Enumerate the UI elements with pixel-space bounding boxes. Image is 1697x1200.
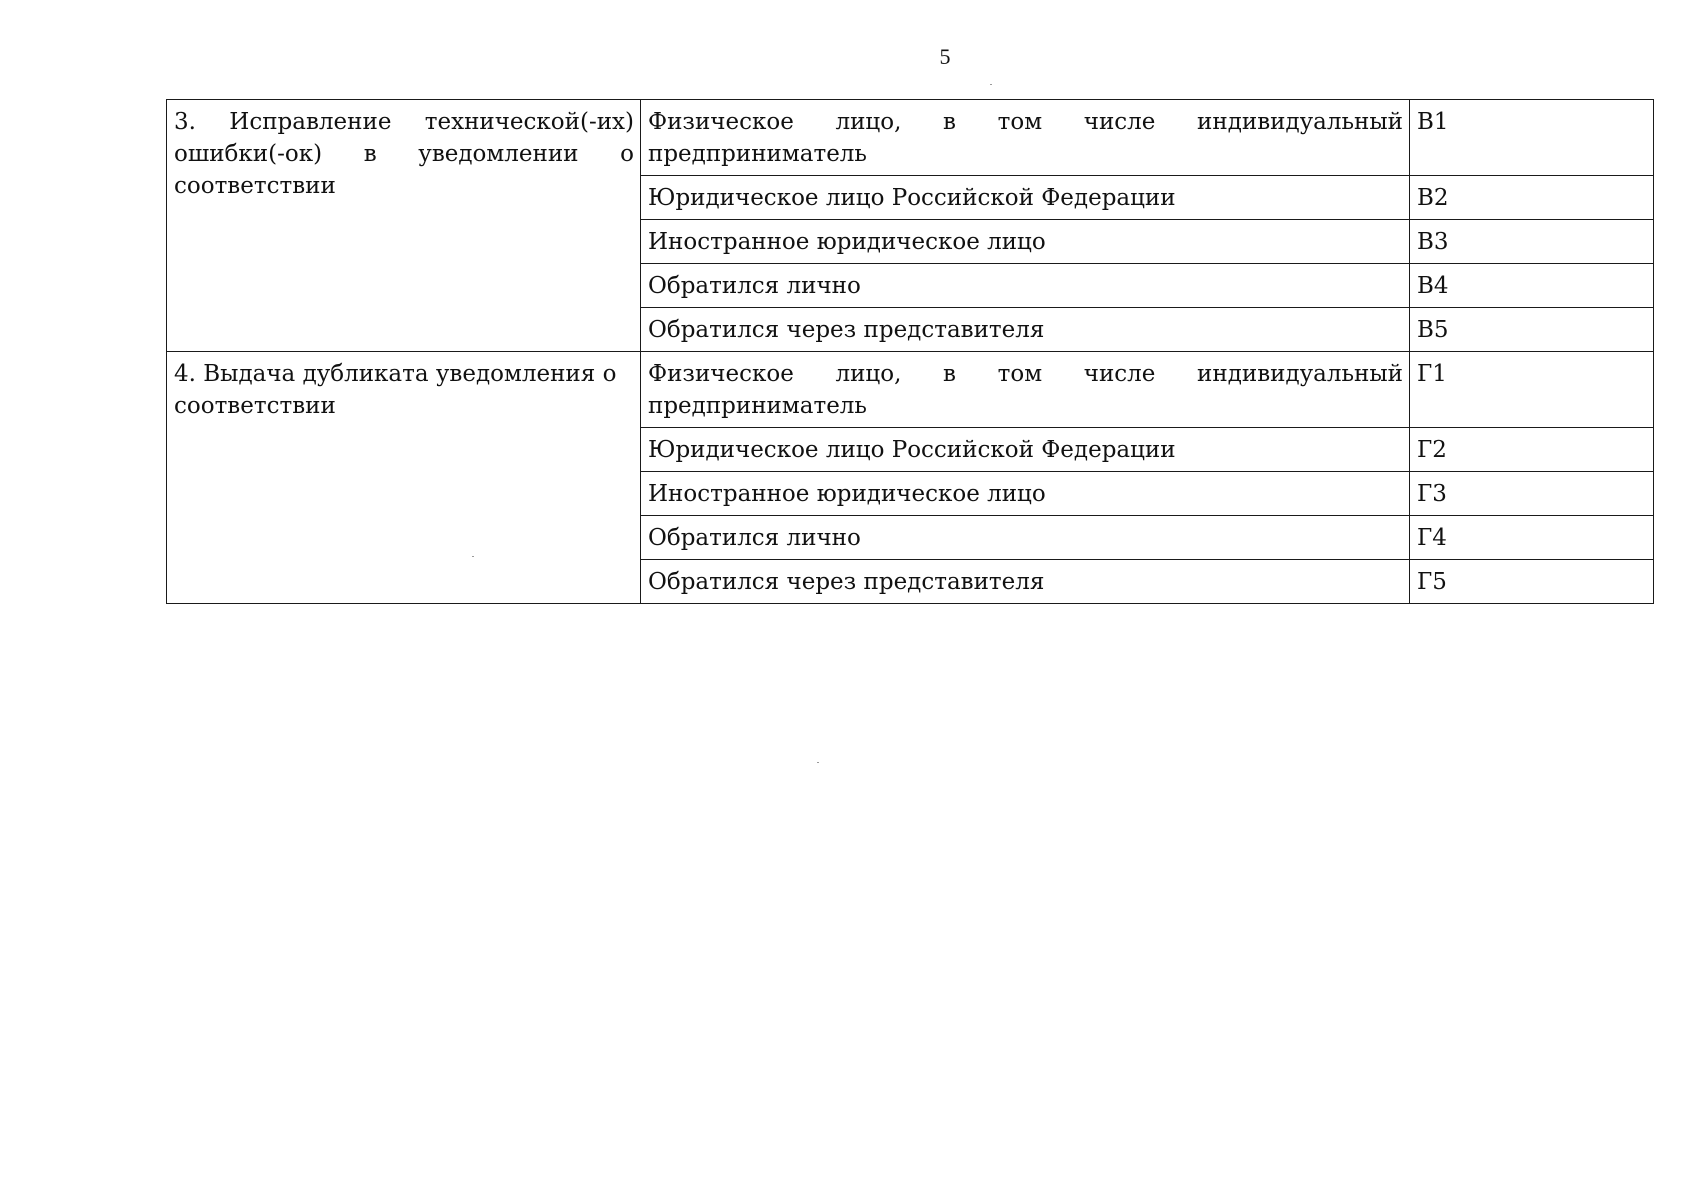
applicant-category-cell: Физическое лицо, в том числе индивидуальный предприниматель xyxy=(641,352,1410,428)
applicant-category-cell: Обратился лично xyxy=(641,516,1410,560)
applicant-category-cell: Юридическое лицо Российской Федерации xyxy=(641,428,1410,472)
service-title-cell: 4. Выдача дубликата уведомления о соответствии xyxy=(167,352,641,604)
service-title-cell: 3. Исправление технической(-их) ошибки(-ок) в уведомлении о соответствии xyxy=(167,100,641,352)
applicant-category-cell: Иностранное юридическое лицо xyxy=(641,220,1410,264)
table-row xyxy=(167,100,1654,176)
applicant-variants-table xyxy=(166,99,1654,604)
applicant-category-cell: Обратился лично xyxy=(641,264,1410,308)
variant-code-cell: Г5 xyxy=(1410,560,1654,604)
scan-speck xyxy=(472,556,474,557)
variant-code-cell: Г1 xyxy=(1410,352,1654,428)
applicant-category-cell: Физическое лицо, в том числе индивидуальный предприниматель xyxy=(641,100,1410,176)
applicant-category-cell: Иностранное юридическое лицо xyxy=(641,472,1410,516)
variant-code-cell: Г4 xyxy=(1410,516,1654,560)
variant-code-cell: Г3 xyxy=(1410,472,1654,516)
variant-code-cell: В5 xyxy=(1410,308,1654,352)
scan-speck xyxy=(817,762,819,763)
table-row xyxy=(167,352,1654,428)
variant-code-cell: В3 xyxy=(1410,220,1654,264)
variant-code-cell: В1 xyxy=(1410,100,1654,176)
variant-code-cell: Г2 xyxy=(1410,428,1654,472)
applicant-category-cell: Юридическое лицо Российской Федерации xyxy=(641,176,1410,220)
page-number: 5 xyxy=(939,44,951,69)
variant-code-cell: В2 xyxy=(1410,176,1654,220)
variant-code-cell: В4 xyxy=(1410,264,1654,308)
scan-speck xyxy=(990,84,992,85)
applicant-category-cell: Обратился через представителя xyxy=(641,308,1410,352)
applicant-category-cell: Обратился через представителя xyxy=(641,560,1410,604)
